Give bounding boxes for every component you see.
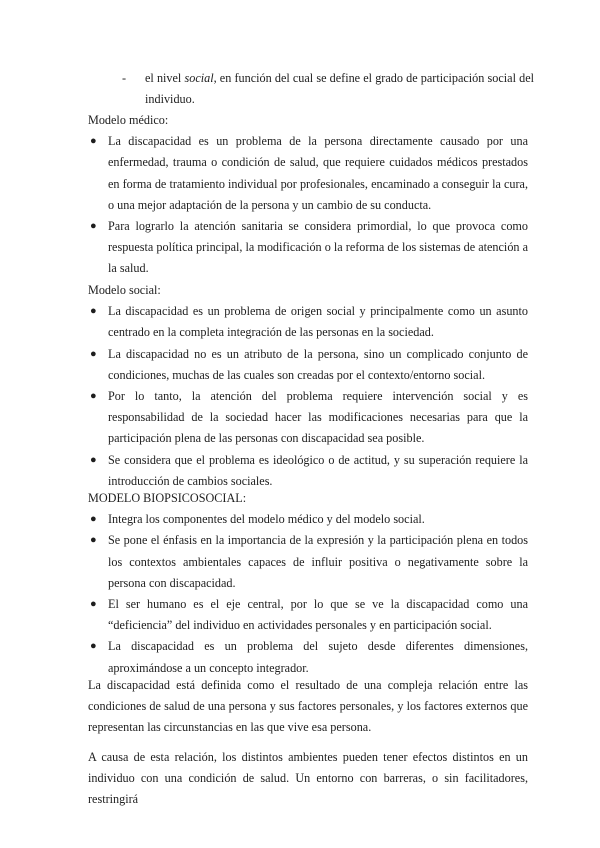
intro-dash-item (122, 68, 534, 110)
bullet-icon: ● (90, 390, 97, 402)
intro-dash-text: el nivel social, en función del cual se define el grado de participación social del individuo. (145, 71, 534, 107)
list-item: ● La discapacidad no es un atributo de la persona, sino un complicado conjunto de condiciones, muchas de las cuales son creadas por el contexto/entorno social. (88, 344, 528, 386)
italic-term: social (184, 71, 214, 85)
section-modelo-medico (88, 110, 528, 280)
bullet-icon: ● (90, 640, 97, 653)
bullet-icon: ● (90, 220, 97, 232)
section-modelo-social (88, 280, 528, 492)
bullet-icon: ● (90, 135, 97, 148)
bullet-list (88, 301, 528, 492)
list-item: ● La discapacidad es un problema de la persona directamente causado por una enfermedad, trauma o condición de salud, que requiere cuidados médicos prestados en forma de tratamiento individual por profesionales, encaminado a conseguir la cura, o una mejor adaptación de la persona y un cambio de su conducta. (88, 131, 528, 216)
bullet-list (88, 131, 528, 279)
bullet-icon: ● (90, 305, 97, 318)
list-item: ● Para lograrlo la atención sanitaria se considera primordial, lo que provoca como respuesta política principal, la modificación o la reforma de los sistemas de atención a la salud. (88, 216, 528, 280)
section-heading: Modelo médico: (88, 113, 169, 127)
list-item: ● La discapacidad es un problema de origen social y principalmente como un asunto centrado en la completa integración de las personas en la sociedad. (88, 301, 528, 343)
paragraph: La discapacidad está definida como el resultado de una compleja relación entre las condiciones de salud de una persona y sus factores personales, y los factores externos que representan las circunstancias en las que vive esa persona. (88, 678, 528, 735)
list-item: ● El ser humano es el eje central, por lo que se ve la discapacidad como una “deficiencia” del individuo en actividades personales y en participación social. (88, 594, 528, 636)
bullet-icon: ● (90, 534, 97, 547)
bullet-list (88, 509, 528, 679)
section-heading: Modelo social: (88, 283, 161, 297)
bullet-icon: ● (90, 513, 97, 526)
list-item: ● Se considera que el problema es ideológico o de actitud, y su superación requiere la introducción de cambios sociales. (88, 450, 528, 492)
list-item: ● Por lo tanto, la atención del problema requiere intervención social y es responsabilidad de la sociedad hacer las modificaciones necesarias para que la participación plena de las personas con discapacidad sea posible. (88, 386, 528, 450)
section-modelo-biopsicosocial (88, 488, 528, 679)
bullet-icon: ● (90, 347, 97, 360)
dash-marker: - (122, 71, 127, 85)
body-paragraphs (88, 675, 528, 810)
list-item: ● Integra los componentes del modelo médico y del modelo social. (88, 509, 528, 530)
list-item: ● Se pone el énfasis en la importancia de la expresión y la participación plena en todos los contextos ambientales capaces de influir positiva o negativamente sobre la persona con discapacidad. (88, 530, 528, 594)
bullet-icon: ● (90, 453, 97, 466)
list-item: ● La discapacidad es un problema del sujeto desde diferentes dimensiones, aproximándose a un concepto integrador. (88, 636, 528, 678)
paragraph: A causa de esta relación, los distintos ambientes pueden tener efectos distintos en un individuo con una condición de salud. Un entorno con barreras, o sin facilitadores, restringirá (88, 749, 528, 807)
section-heading: MODELO BIOPSICOSOCIAL: (88, 491, 247, 505)
bullet-icon: ● (90, 598, 97, 610)
